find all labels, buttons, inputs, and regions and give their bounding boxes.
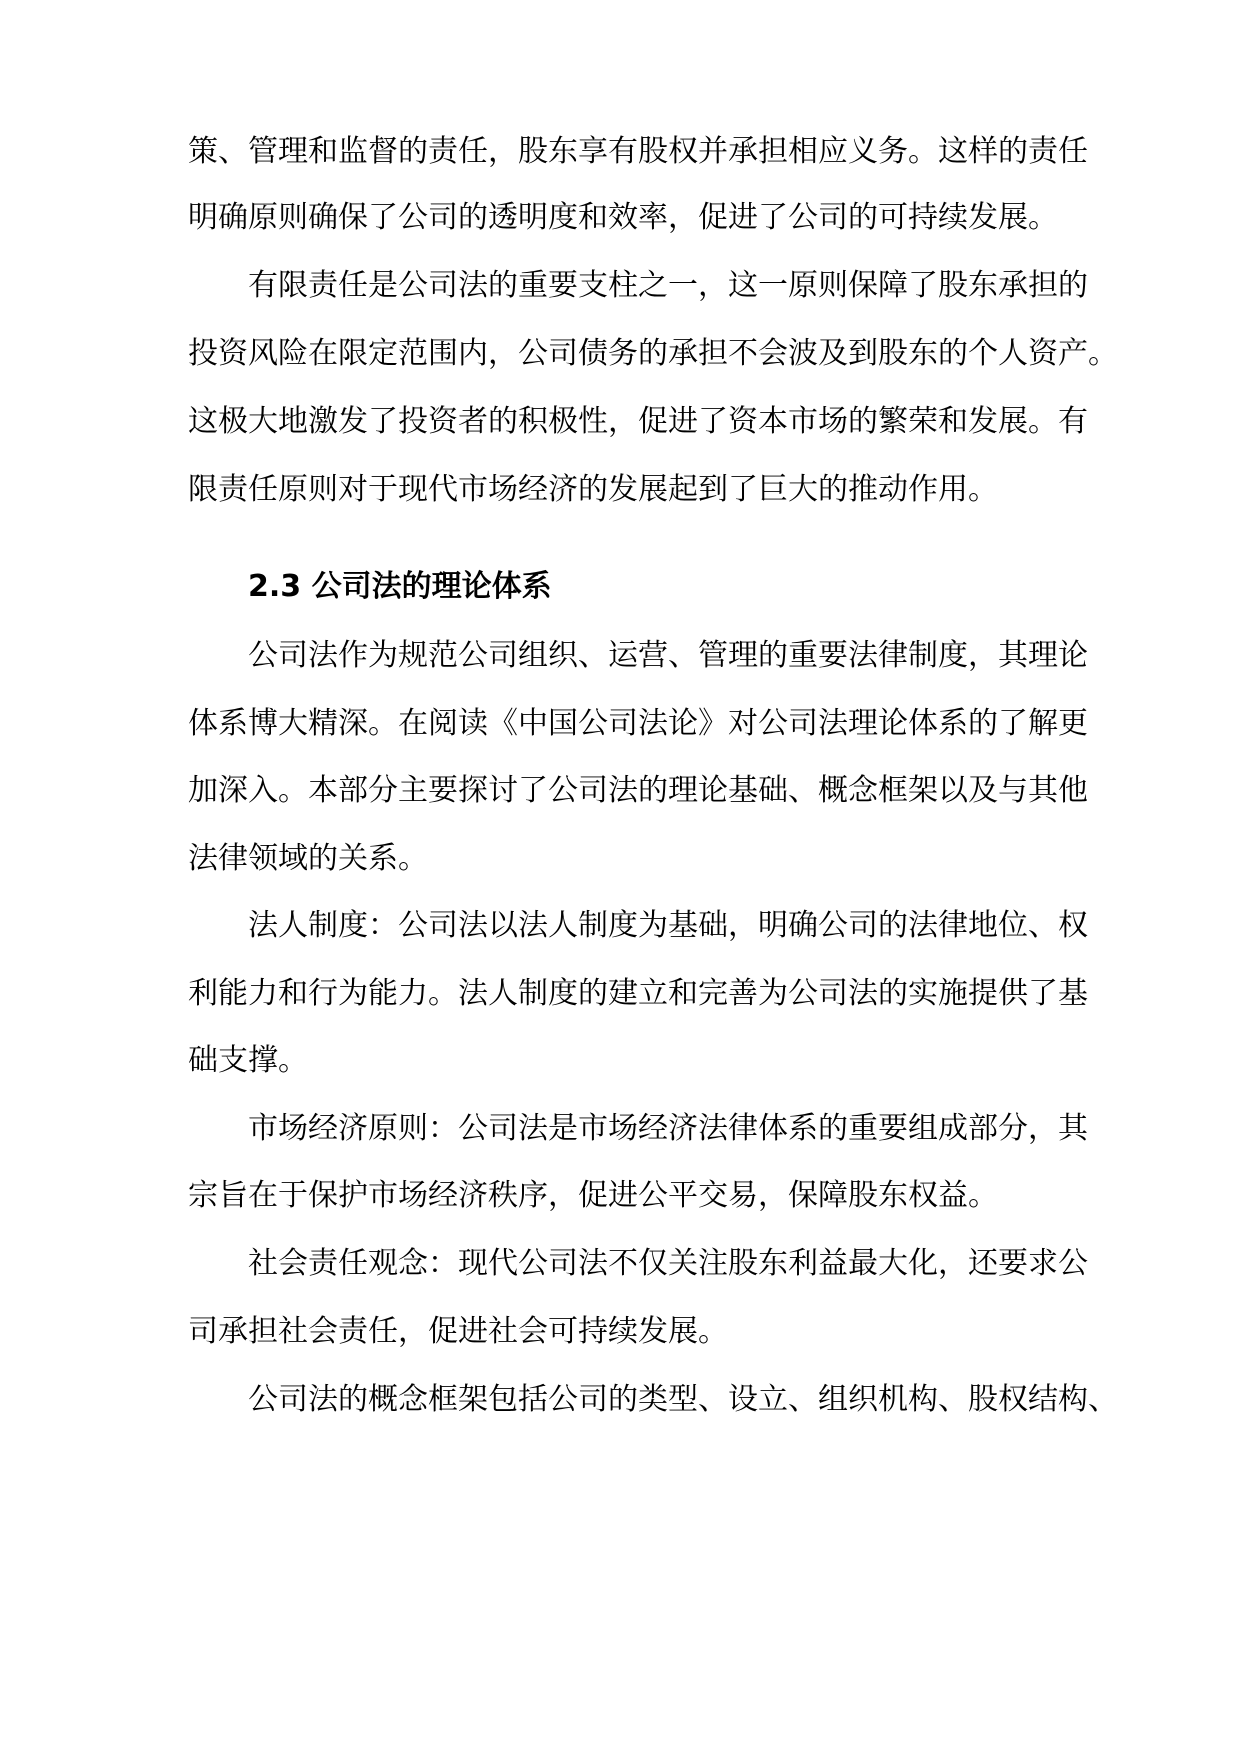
body-text-line: 宗旨在于保护市场经济秩序，促进公平交易，保障股东权益。 [188, 1178, 998, 1213]
body-text-line: 明确原则确保了公司的透明度和效率，促进了公司的可持续发展。 [188, 200, 1058, 235]
body-text-line: 有限责任是公司法的重要支柱之一，这一原则保障了股东承担的 [248, 268, 1088, 303]
body-text-line: 限责任原则对于现代市场经济的发展起到了巨大的推动作用。 [188, 472, 998, 507]
body-text-line: 利能力和行为能力。法人制度的建立和完善为公司法的实施提供了基 [188, 976, 1088, 1011]
body-text-line: 法律领域的关系。 [188, 841, 428, 876]
body-text-line: 加深入。本部分主要探讨了公司法的理论基础、概念框架以及与其他 [188, 773, 1088, 808]
body-text-line: 公司法作为规范公司组织、运营、管理的重要法律制度，其理论 [248, 638, 1088, 673]
body-text-line: 市场经济原则：公司法是市场经济法律体系的重要组成部分，其 [248, 1111, 1088, 1146]
body-text-line: 础支撑。 [188, 1043, 308, 1078]
body-text-line: 体系博大精深。在阅读《中国公司法论》对公司法理论体系的了解更 [188, 706, 1088, 741]
body-text-line: 这极大地激发了投资者的积极性，促进了资本市场的繁荣和发展。有 [188, 404, 1088, 439]
body-text-line: 法人制度：公司法以法人制度为基础，明确公司的法律地位、权 [248, 908, 1088, 943]
body-text-line: 投资风险在限定范围内，公司债务的承担不会波及到股东的个人资产。 [188, 336, 1118, 371]
body-text-line: 公司法的概念框架包括公司的类型、设立、组织机构、股权结构、 [248, 1382, 1118, 1417]
body-text-line: 策、管理和监督的责任，股东享有股权并承担相应义务。这样的责任 [188, 134, 1088, 169]
body-text-line: 司承担社会责任，促进社会可持续发展。 [188, 1314, 728, 1349]
body-text-line: 社会责任观念：现代公司法不仅关注股东利益最大化，还要求公 [248, 1246, 1088, 1281]
section-heading: 2.3 公司法的理论体系 [248, 569, 552, 604]
